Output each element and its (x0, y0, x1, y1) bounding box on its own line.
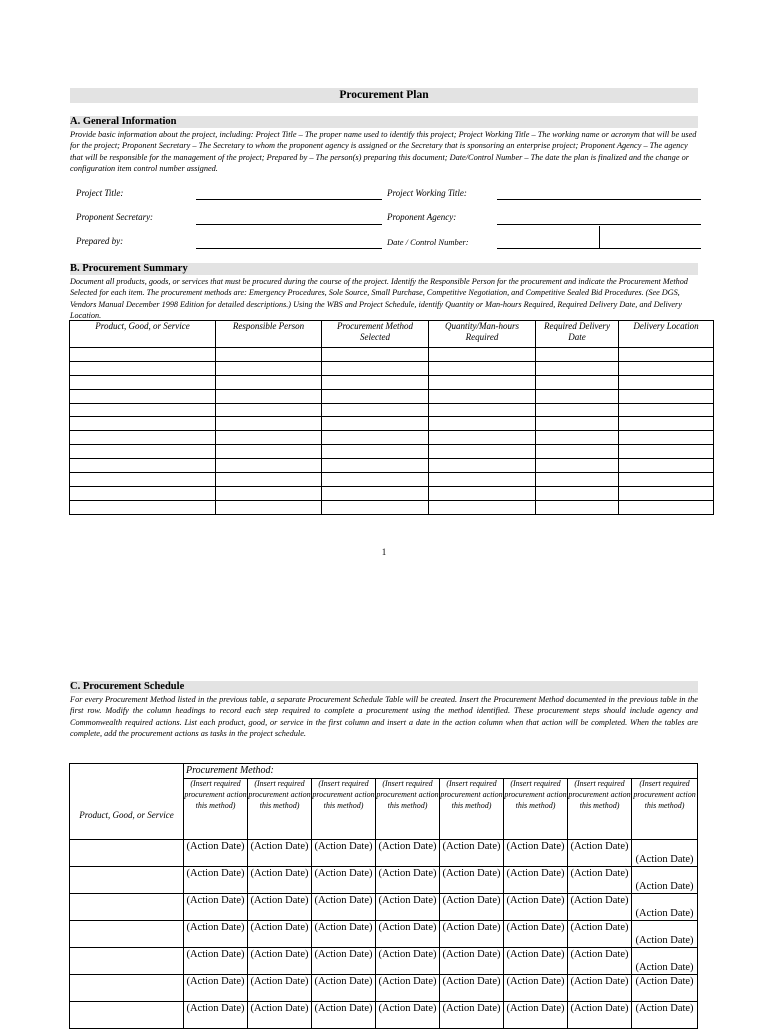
project-working-title-field[interactable] (497, 199, 701, 200)
action-date-cell[interactable]: (Action Date) (568, 867, 632, 894)
table-cell[interactable] (70, 445, 216, 459)
table-cell[interactable] (216, 375, 322, 389)
action-date-cell[interactable]: (Action Date) (376, 840, 440, 867)
schedule-product-cell[interactable] (70, 948, 184, 975)
table-cell[interactable] (429, 389, 536, 403)
proponent-agency-field[interactable] (497, 224, 701, 225)
table-cell[interactable] (429, 459, 536, 473)
table-cell[interactable] (70, 459, 216, 473)
prepared-by-field[interactable] (196, 248, 382, 249)
action-date-cell[interactable]: (Action Date) (504, 921, 568, 948)
summary-col-responsible-person: Responsible Person (216, 321, 322, 348)
table-cell[interactable] (216, 445, 322, 459)
table-cell[interactable] (429, 348, 536, 362)
proponent-agency-label: Proponent Agency: (387, 212, 457, 222)
action-date-cell[interactable]: (Action Date) (504, 948, 568, 975)
table-cell[interactable] (429, 473, 536, 487)
table-cell[interactable] (619, 417, 714, 431)
action-date-cell[interactable]: (Action Date) (376, 921, 440, 948)
table-cell[interactable] (322, 375, 429, 389)
table-row (70, 459, 714, 473)
action-date-cell[interactable]: (Action Date) (568, 921, 632, 948)
action-date-cell[interactable]: (Action Date) (440, 867, 504, 894)
table-cell[interactable] (429, 500, 536, 514)
action-date-cell[interactable]: (Action Date) (504, 894, 568, 921)
table-cell[interactable] (322, 431, 429, 445)
table-cell[interactable] (70, 361, 216, 375)
procurement-summary-table (69, 320, 714, 515)
table-row (70, 445, 714, 459)
page-number: 1 (381, 547, 387, 557)
action-date-cell[interactable]: (Action Date) (248, 867, 312, 894)
table-cell[interactable] (619, 500, 714, 514)
schedule-action-header[interactable]: (Insert required procurement action this method) (376, 779, 440, 840)
schedule-action-header[interactable]: (Insert required procurement action this method) (440, 779, 504, 840)
table-cell[interactable] (536, 375, 619, 389)
action-date-cell[interactable]: (Action Date) (504, 975, 568, 1002)
table-row (70, 921, 698, 948)
action-date-cell[interactable]: (Action Date) (184, 975, 248, 1002)
action-date-cell[interactable]: (Action Date) (568, 840, 632, 867)
schedule-product-cell[interactable] (70, 867, 184, 894)
action-date-cell[interactable]: (Action Date) (184, 840, 248, 867)
table-cell[interactable] (536, 403, 619, 417)
table-cell[interactable] (619, 486, 714, 500)
table-cell[interactable] (536, 473, 619, 487)
schedule-action-header[interactable]: (Insert required procurement action this method) (184, 779, 248, 840)
procurement-method-label[interactable]: Procurement Method: (184, 764, 698, 779)
table-row (70, 840, 698, 867)
table-cell[interactable] (216, 403, 322, 417)
table-cell[interactable] (429, 486, 536, 500)
table-cell[interactable] (429, 445, 536, 459)
summary-col-delivery-date: Required Delivery Date (536, 321, 619, 348)
table-cell[interactable] (619, 459, 714, 473)
summary-col-delivery-location: Delivery Location (619, 321, 714, 348)
table-row (70, 417, 714, 431)
table-cell[interactable] (70, 431, 216, 445)
schedule-action-header[interactable]: (Insert required procurement action this method) (568, 779, 632, 840)
table-cell[interactable] (322, 348, 429, 362)
project-title-label: Project Title: (76, 188, 124, 198)
schedule-product-cell[interactable] (70, 840, 184, 867)
action-date-cell[interactable]: (Action Date) (440, 948, 504, 975)
project-title-field[interactable] (196, 199, 382, 200)
table-cell[interactable] (322, 445, 429, 459)
action-date-cell[interactable]: (Action Date) (248, 921, 312, 948)
proponent-secretary-label: Proponent Secretary: (76, 212, 154, 222)
table-cell[interactable] (536, 361, 619, 375)
action-date-cell[interactable]: (Action Date) (632, 948, 698, 975)
action-date-cell[interactable]: (Action Date) (632, 975, 698, 1002)
action-date-cell[interactable]: (Action Date) (184, 867, 248, 894)
table-cell[interactable] (536, 459, 619, 473)
table-row (70, 894, 698, 921)
table-row (70, 975, 698, 1002)
schedule-product-cell[interactable] (70, 975, 184, 1002)
action-date-cell[interactable]: (Action Date) (312, 1002, 376, 1029)
action-date-cell[interactable]: (Action Date) (440, 894, 504, 921)
action-date-cell[interactable]: (Action Date) (376, 948, 440, 975)
summary-col-product: Product, Good, or Service (70, 321, 216, 348)
section-c-heading: C. Procurement Schedule (70, 681, 698, 693)
prepared-by-label: Prepared by: (76, 236, 124, 246)
table-cell[interactable] (429, 403, 536, 417)
table-cell[interactable] (216, 459, 322, 473)
action-date-cell[interactable]: (Action Date) (568, 975, 632, 1002)
table-cell[interactable] (216, 389, 322, 403)
action-date-cell[interactable]: (Action Date) (312, 975, 376, 1002)
action-date-cell[interactable]: (Action Date) (632, 1002, 698, 1029)
table-cell[interactable] (429, 417, 536, 431)
table-cell[interactable] (70, 375, 216, 389)
table-cell[interactable] (619, 403, 714, 417)
action-date-cell[interactable]: (Action Date) (568, 1002, 632, 1029)
action-date-cell[interactable]: (Action Date) (568, 948, 632, 975)
table-row (70, 375, 714, 389)
table-row (70, 389, 714, 403)
table-row (70, 867, 698, 894)
procurement-schedule-table (69, 763, 698, 1029)
table-cell[interactable] (216, 417, 322, 431)
table-cell[interactable] (322, 473, 429, 487)
section-b-heading: B. Procurement Summary (70, 263, 698, 275)
schedule-action-header[interactable]: (Insert required procurement action this method) (632, 779, 698, 840)
table-cell[interactable] (536, 431, 619, 445)
action-date-cell[interactable]: (Action Date) (248, 1002, 312, 1029)
table-cell[interactable] (70, 403, 216, 417)
project-working-title-label: Project Working Title: (387, 188, 467, 198)
action-date-cell[interactable]: (Action Date) (248, 948, 312, 975)
action-date-cell[interactable]: (Action Date) (312, 921, 376, 948)
table-cell[interactable] (216, 431, 322, 445)
table-cell[interactable] (322, 389, 429, 403)
table-row (70, 486, 714, 500)
table-cell[interactable] (322, 459, 429, 473)
action-date-cell[interactable]: (Action Date) (568, 894, 632, 921)
action-date-cell[interactable]: (Action Date) (504, 867, 568, 894)
action-date-cell[interactable]: (Action Date) (376, 975, 440, 1002)
table-cell[interactable] (536, 486, 619, 500)
table-cell[interactable] (536, 445, 619, 459)
table-cell[interactable] (70, 486, 216, 500)
action-date-cell[interactable]: (Action Date) (184, 894, 248, 921)
table-cell[interactable] (322, 486, 429, 500)
schedule-method-row (70, 764, 698, 779)
table-cell[interactable] (322, 403, 429, 417)
summary-header-row (70, 321, 714, 348)
section-a-description: Provide basic information about the project, including: Project Title – The proper name used to identify this project; Project Working Title – The working name or acronym that will be used for the project; Proponent Secretary – The Secretary to whom the proponent agency is assigned or the Secretary that is sponsoring an enterprise project; Proponent Agency – The agency that will be responsible for the management of the project; Prepared by – The person(s) preparing this document; Date/Control Number – The date the plan is finalized and the change or configuration item control number assigned. (70, 130, 697, 173)
table-cell[interactable] (216, 361, 322, 375)
table-cell[interactable] (322, 500, 429, 514)
table-row (70, 361, 714, 375)
action-date-cell[interactable]: (Action Date) (312, 948, 376, 975)
action-date-cell[interactable]: (Action Date) (312, 894, 376, 921)
table-cell[interactable] (536, 417, 619, 431)
table-cell[interactable] (216, 486, 322, 500)
table-cell[interactable] (619, 361, 714, 375)
date-control-divider (599, 226, 600, 249)
section-c-description: For every Procurement Method listed in the previous table, a separate Procurement Schedule Table will be created. Insert the Procurement Method documented in the previous table in the first row. Modify the column headings to record each step required to complete a procurement using the method identified. These procurement steps should include agency and Commonwealth required actions. List each product, good, or service in the first column and insert a date in the action column when that action will be completed. When the tables are complete, add the procurement actions as tasks in the project schedule. (70, 695, 698, 738)
table-cell[interactable] (619, 348, 714, 362)
schedule-product-cell[interactable] (70, 1002, 184, 1029)
page-title: Procurement Plan (70, 88, 698, 103)
section-b-description: Document all products, goods, or services that must be procured during the course of the project. Identify the Responsible Person for the procurement and indicate the Procurement Method Selected for each item. The procurement methods are: Emergency Procedures, Sole Source, Small Purchase, Competitive Negotiation, and Competitive Sealed Bid Procedures. (See DGS, Vendors Manual December 1998 Edition for detailed descriptions.) Using the WBS and Project Schedule, identify Quantity or Man-hours Required, Required Delivery Date, and Delivery Location. (70, 277, 688, 320)
table-cell[interactable] (429, 361, 536, 375)
table-cell[interactable] (216, 348, 322, 362)
action-date-cell[interactable]: (Action Date) (632, 921, 698, 948)
table-cell[interactable] (536, 389, 619, 403)
summary-col-procurement-method: Procurement Method Selected (322, 321, 429, 348)
action-date-cell[interactable]: (Action Date) (376, 867, 440, 894)
schedule-product-cell[interactable] (70, 894, 184, 921)
table-cell[interactable] (322, 417, 429, 431)
table-cell[interactable] (429, 431, 536, 445)
action-date-cell[interactable]: (Action Date) (632, 840, 698, 867)
schedule-action-header[interactable]: (Insert required procurement action this method) (312, 779, 376, 840)
table-cell[interactable] (619, 375, 714, 389)
section-a-heading: A. General Information (70, 116, 698, 128)
table-row (70, 948, 698, 975)
table-cell[interactable] (619, 473, 714, 487)
table-cell[interactable] (216, 473, 322, 487)
proponent-secretary-field[interactable] (196, 224, 382, 225)
table-cell[interactable] (216, 500, 322, 514)
date-control-number-label: Date / Control Number: (387, 237, 469, 247)
table-cell[interactable] (70, 348, 216, 362)
action-date-cell[interactable]: (Action Date) (504, 1002, 568, 1029)
schedule-product-cell[interactable] (70, 921, 184, 948)
action-date-cell[interactable]: (Action Date) (376, 1002, 440, 1029)
table-cell[interactable] (619, 445, 714, 459)
table-cell[interactable] (70, 417, 216, 431)
action-date-cell[interactable]: (Action Date) (248, 975, 312, 1002)
action-date-cell[interactable]: (Action Date) (376, 894, 440, 921)
schedule-col-product: Product, Good, or Service (70, 764, 184, 840)
table-cell[interactable] (536, 500, 619, 514)
table-row (70, 473, 714, 487)
action-date-cell[interactable]: (Action Date) (504, 840, 568, 867)
table-row (70, 1002, 698, 1029)
table-cell[interactable] (619, 431, 714, 445)
table-row (70, 500, 714, 514)
table-row (70, 348, 714, 362)
table-cell[interactable] (429, 375, 536, 389)
table-cell[interactable] (70, 389, 216, 403)
summary-col-quantity: Quantity/Man-hours Required (429, 321, 536, 348)
action-date-cell[interactable]: (Action Date) (440, 921, 504, 948)
table-cell[interactable] (70, 500, 216, 514)
action-date-cell[interactable]: (Action Date) (184, 948, 248, 975)
action-date-cell[interactable]: (Action Date) (632, 867, 698, 894)
action-date-cell[interactable]: (Action Date) (248, 894, 312, 921)
action-date-cell[interactable]: (Action Date) (440, 840, 504, 867)
schedule-action-header[interactable]: (Insert required procurement action this method) (248, 779, 312, 840)
action-date-cell[interactable]: (Action Date) (440, 975, 504, 1002)
table-cell[interactable] (322, 361, 429, 375)
table-row (70, 403, 714, 417)
action-date-cell[interactable]: (Action Date) (632, 894, 698, 921)
table-cell[interactable] (536, 348, 619, 362)
table-cell[interactable] (70, 473, 216, 487)
action-date-cell[interactable]: (Action Date) (248, 840, 312, 867)
action-date-cell[interactable]: (Action Date) (184, 921, 248, 948)
schedule-action-header[interactable]: (Insert required procurement action this method) (504, 779, 568, 840)
action-date-cell[interactable]: (Action Date) (440, 1002, 504, 1029)
action-date-cell[interactable]: (Action Date) (312, 867, 376, 894)
action-date-cell[interactable]: (Action Date) (312, 840, 376, 867)
table-row (70, 431, 714, 445)
table-cell[interactable] (619, 389, 714, 403)
action-date-cell[interactable]: (Action Date) (184, 1002, 248, 1029)
